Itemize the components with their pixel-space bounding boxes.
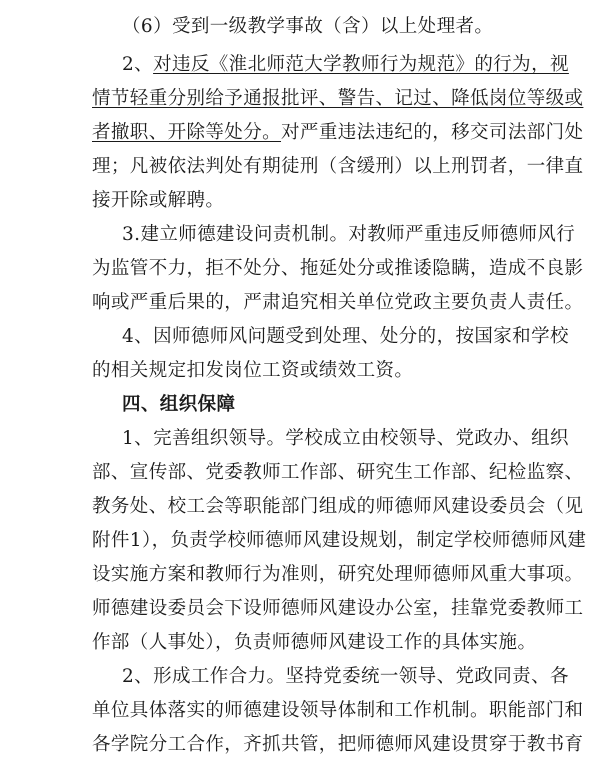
text-line: 理；凡被依法判处有期徒刑（含缓刑）以上刑罚者，一律直 <box>92 156 584 177</box>
text-line: （6）受到一级教学事故（含）以上处理者。 <box>122 16 494 37</box>
text-line: 各学院分工合作，齐抓共管，把师德师风建设贯穿于教书育 <box>92 734 584 755</box>
text-line <box>122 52 569 78</box>
section-heading: 四、组织保障 <box>122 394 236 415</box>
text-line: 接开除或解聘。 <box>92 190 225 211</box>
text-line: 教务处、校工会等职能部门组成的师德师风建设委员会（见 <box>92 496 584 517</box>
text-line: 部、宣传部、党委教师工作部、研究生工作部、纪检监察、 <box>92 462 584 483</box>
text-segment: 对严重违法违纪的，移交司法部门处 <box>281 122 584 143</box>
text-line: 作部（人事处），负责师德师风建设工作的具体实施。 <box>92 632 537 653</box>
text-line: 为监管不力，拒不处分、拖延处分或推诿隐瞒，造成不良影 <box>92 258 584 279</box>
item-number: 2、 <box>122 54 154 75</box>
text-line: 单位具体落实的师德建设领导体制和工作机制。职能部门和 <box>92 700 584 721</box>
underlined-text: 对违反《淮北师范大学教师行为规范》的行为，视 <box>153 54 569 75</box>
text-line: 4、因师德师风问题受到处理、处分的，按国家和学校 <box>122 326 569 347</box>
underlined-text: 者撤职、开除等处分。 <box>92 122 282 143</box>
text-line: 2、形成工作合力。坚持党委统一领导、党政同责、各 <box>122 666 569 687</box>
text-line: 3.建立师德建设问责机制。对教师严重违反师德师风行 <box>122 224 576 245</box>
text-line: 响或严重后果的，严肃追究相关单位党政主要负责人责任。 <box>92 292 584 313</box>
text-line: 的相关规定扣发岗位工资或绩效工资。 <box>92 360 414 381</box>
text-line: 师德建设委员会下设师德师风建设办公室，挂靠党委教师工 <box>92 598 584 619</box>
text-line <box>92 120 584 146</box>
text-line: 附件1），负责学校师德师风建设规划，制定学校师德师风建 <box>92 530 587 551</box>
text-line: 1、完善组织领导。学校成立由校领导、党政办、组织 <box>122 428 569 449</box>
underlined-text: 情节轻重分别给予通报批评、警告、记过、降低岗位等级或 <box>92 88 584 109</box>
text-line: 设实施方案和教师行为准则，研究处理师德师风重大事项。 <box>92 564 584 585</box>
